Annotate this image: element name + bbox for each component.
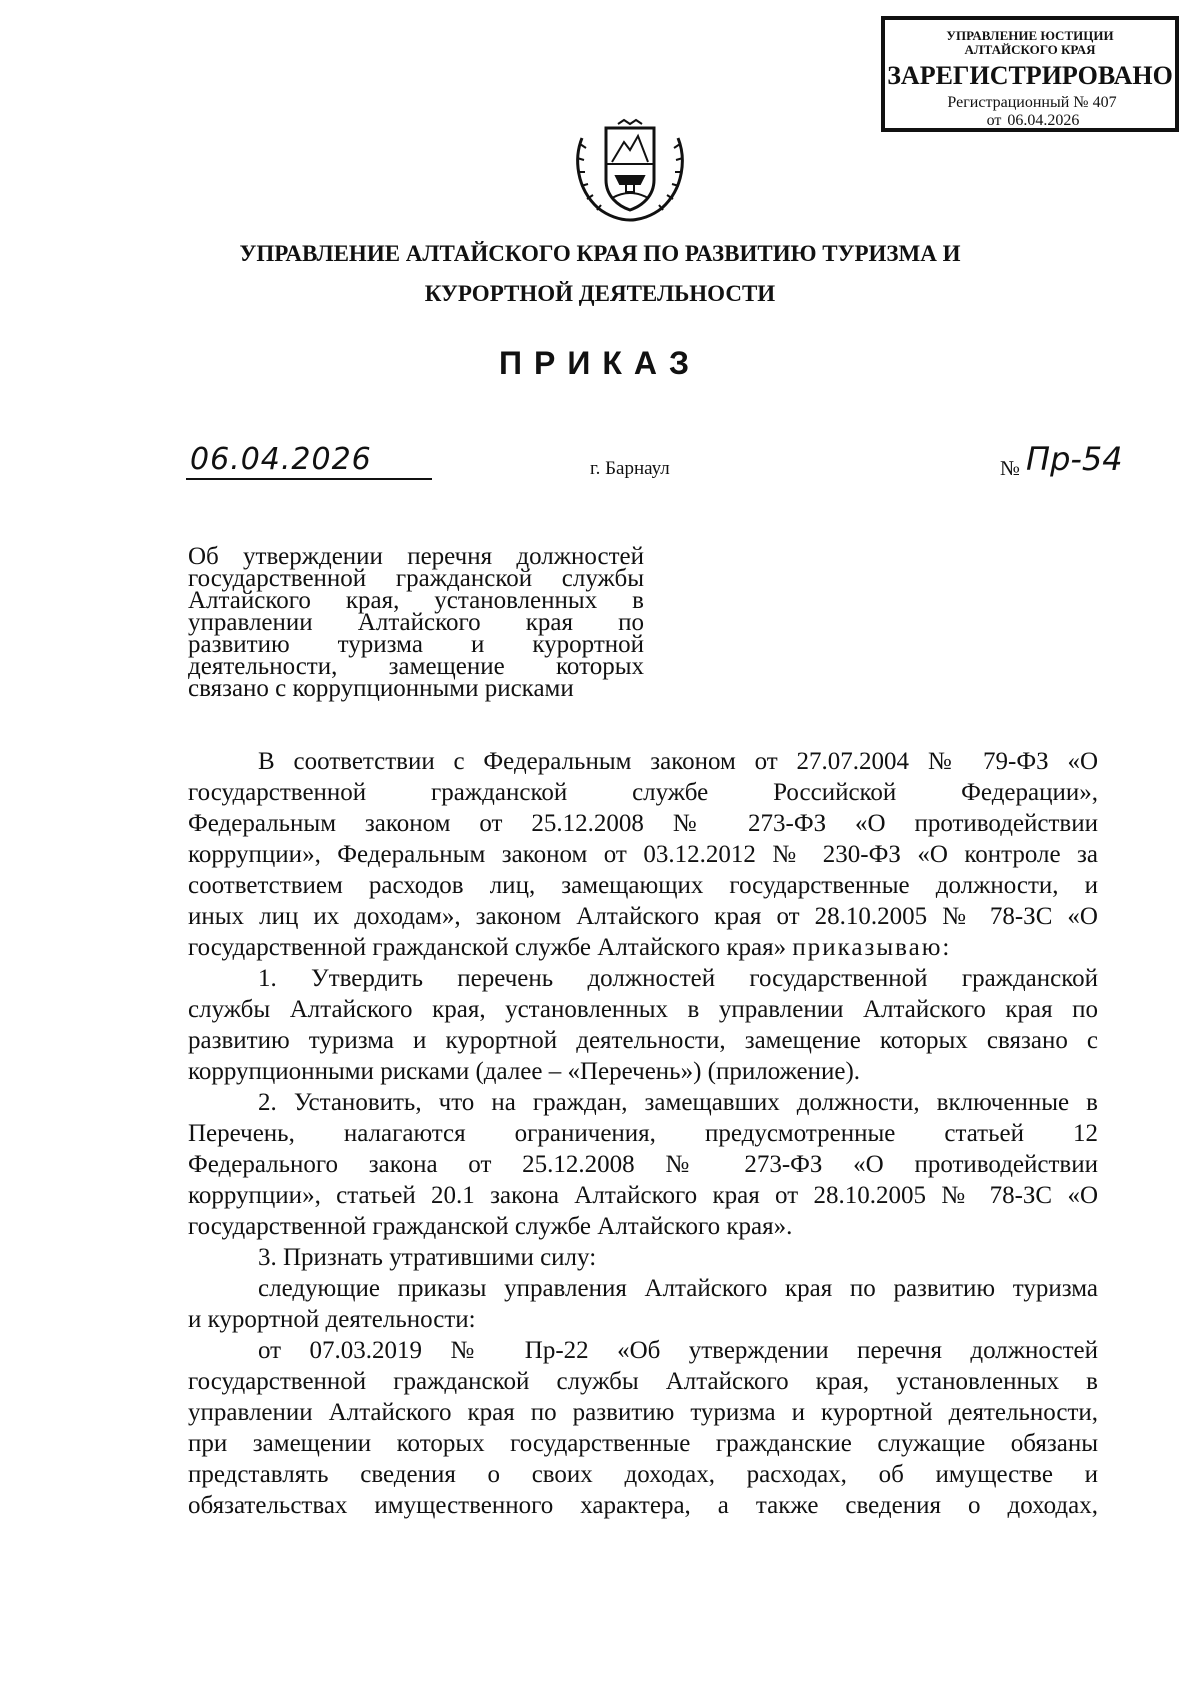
body-line: государственной гражданской службе Российской Федерации»,	[188, 779, 1098, 806]
stamp-authority-line2: АЛТАЙСКОГО КРАЯ	[964, 42, 1096, 57]
body-line: при замещении которых государственные гражданские служащие обязаны	[188, 1430, 1098, 1457]
body-line: и курортной деятельности:	[188, 1306, 476, 1333]
document-body	[188, 746, 1098, 1521]
body-line: Перечень, налагаются ограничения, предусмотренные статьей 12	[188, 1120, 1098, 1147]
subject-line: управлении Алтайского края по	[188, 609, 644, 636]
stamp-date-row	[885, 112, 1175, 130]
subject-line: Алтайского края, установленных в	[188, 587, 644, 614]
body-line: государственной гражданской службы Алтайского края, установленных в	[188, 1368, 1098, 1395]
number-label: №	[1000, 456, 1021, 480]
body-line: 1. Утвердить перечень должностей государственной гражданской	[258, 965, 1098, 992]
stamp-reg-label: Регистрационный №	[947, 94, 1089, 111]
document-subject	[188, 543, 644, 702]
agency-name-line2: КУРОРТНОЙ ДЕЯТЕЛЬНОСТИ	[424, 281, 776, 306]
stamp-date-label: от	[986, 112, 1002, 129]
stamp-date: 06.04.2026	[1007, 112, 1080, 129]
stamp-reg-number: 407	[1092, 94, 1117, 111]
subject-line: государственной гражданской службы	[188, 565, 644, 592]
subject-line: деятельности, замещение которых	[188, 653, 644, 680]
body-line: 3. Признать утратившими силу:	[258, 1244, 597, 1271]
order-keyword: приказываю:	[792, 934, 952, 961]
stamp-registration	[885, 93, 1175, 112]
city: г. Барнаул	[590, 458, 670, 479]
body-line	[188, 932, 1098, 963]
body-line: представлять сведения о своих доходах, расходах, об имуществе и	[188, 1461, 1098, 1488]
body-line: иных лиц их доходам», законом Алтайского края от 28.10.2005 № 78-ЗС «О	[188, 903, 1098, 930]
coat-of-arms-icon	[568, 118, 692, 224]
body-line: коррупционными рисками (далее – «Перечень») (приложение).	[188, 1058, 861, 1085]
body-line: 2. Установить, что на граждан, замещавших должности, включенные в	[258, 1089, 1098, 1116]
body-line: развитию туризма и курортной деятельности, замещение которых связано с	[188, 1027, 1098, 1054]
handwritten-date: 06.04.2026	[190, 442, 372, 477]
body-line: службы Алтайского края, установленных в управлении Алтайского края по	[188, 996, 1098, 1023]
body-line: коррупции», Федеральным законом от 03.12.2012 № 230-ФЗ «О контроле за	[188, 841, 1098, 868]
body-line: следующие приказы управления Алтайского края по развитию туризма	[258, 1275, 1098, 1302]
agency-name-line1: УПРАВЛЕНИЕ АЛТАЙСКОГО КРАЯ ПО РАЗВИТИЮ ТУРИЗМА И	[239, 241, 961, 266]
body-line: управлении Алтайского края по развитию туризма и курортной деятельности,	[188, 1399, 1098, 1426]
body-line: от 07.03.2019 № Пр-22 «Об утверждении перечня должностей	[258, 1337, 1098, 1364]
body-line: обязательствах имущественного характера, а также сведения о доходах,	[188, 1492, 1098, 1519]
subject-line: связано с коррупционными рисками	[188, 675, 574, 702]
body-line-text: государственной гражданской службе Алтайского края»	[188, 934, 787, 961]
handwritten-number: Пр-54	[1026, 440, 1123, 478]
body-line: Федеральным законом от 25.12.2008 № 273-ФЗ «О противодействии	[188, 810, 1098, 837]
subject-line: развитию туризма и курортной	[188, 631, 644, 658]
registration-stamp	[881, 16, 1179, 132]
body-line: государственной гражданской службе Алтайского края».	[188, 1213, 793, 1240]
stamp-authority-line1: УПРАВЛЕНИЕ ЮСТИЦИИ	[946, 28, 1114, 43]
body-line: В соответствии с Федеральным законом от 27.07.2004 № 79-ФЗ «О	[258, 748, 1098, 775]
body-line: Федерального закона от 25.12.2008 № 273-ФЗ «О противодействии	[188, 1151, 1098, 1178]
document-type-title: ПРИКАЗ	[498, 345, 702, 381]
body-line: соответствием расходов лиц, замещающих государственные должности, и	[188, 872, 1098, 899]
date-underline	[186, 478, 432, 480]
subject-line: Об утверждении перечня должностей	[188, 543, 644, 570]
stamp-title: ЗАРЕГИСТРИРОВАНО	[887, 61, 1173, 90]
body-line: коррупции», статьей 20.1 закона Алтайского края от 28.10.2005 № 78-ЗС «О	[188, 1182, 1098, 1209]
